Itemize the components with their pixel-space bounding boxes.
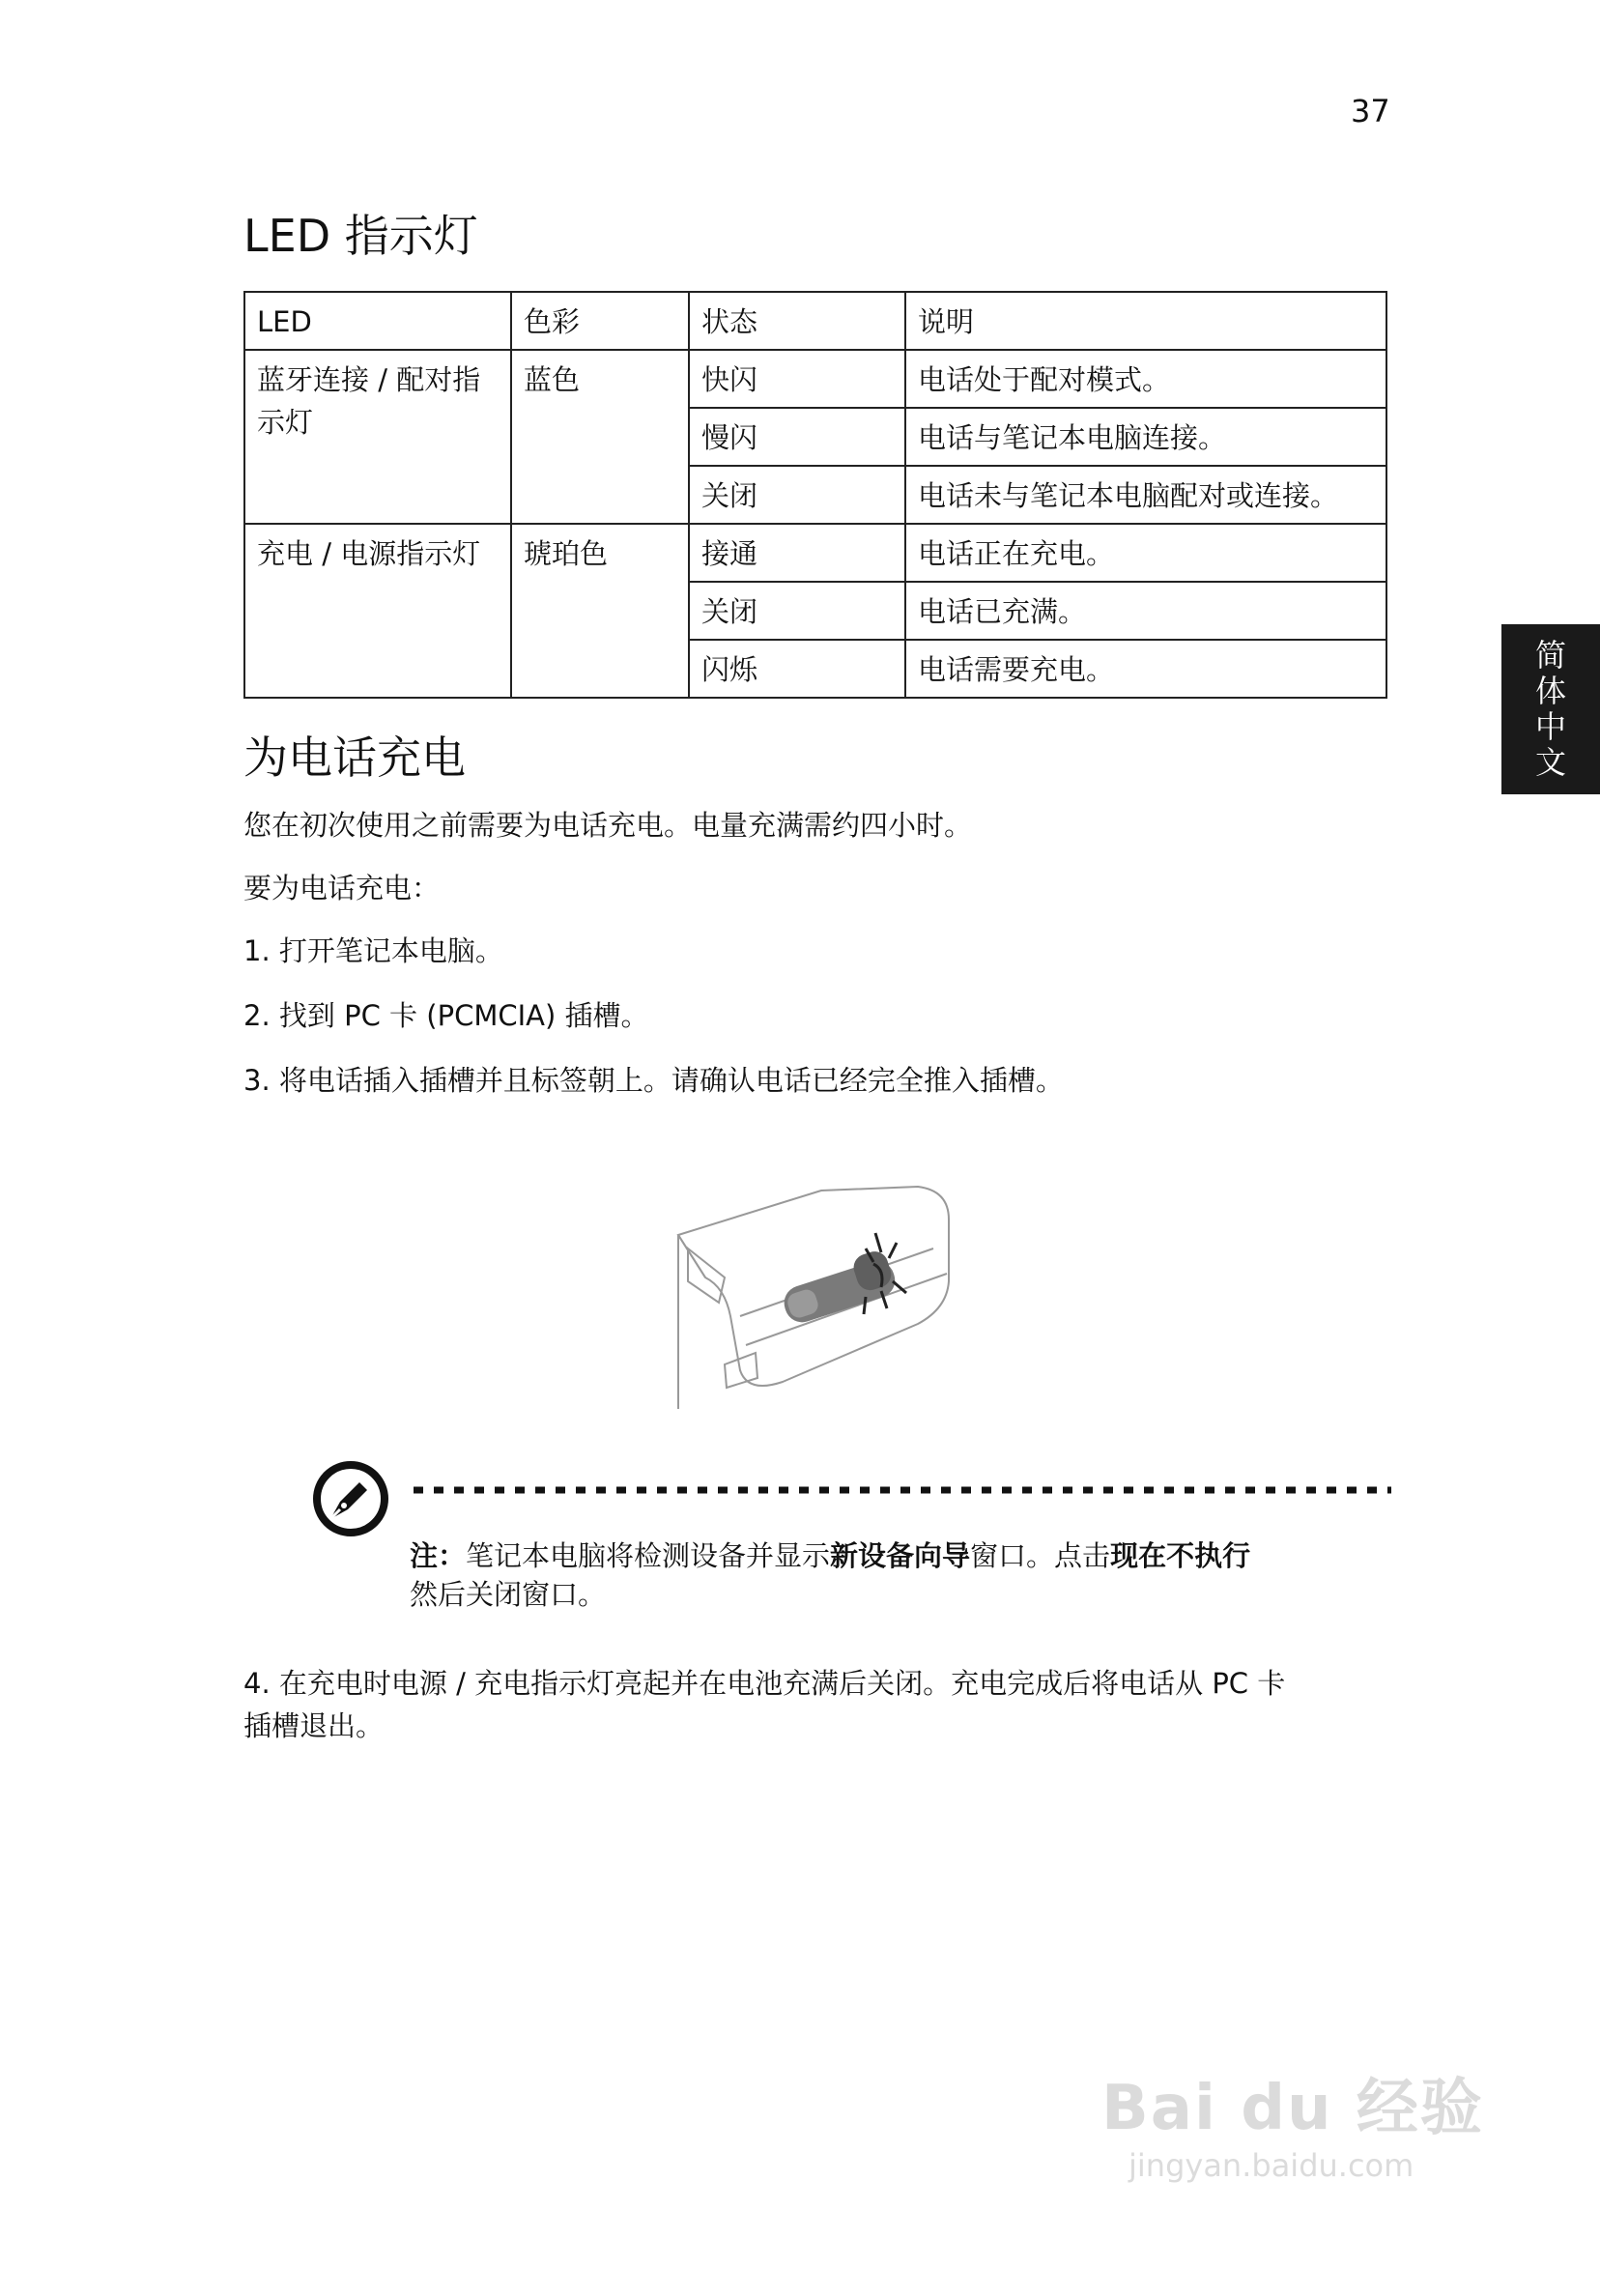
language-tab-char: 文 bbox=[1534, 744, 1566, 781]
page-number: 37 bbox=[1351, 93, 1390, 129]
step-2: 2. 找到 PC 卡 (PCMCIA) 插槽。 bbox=[243, 999, 649, 1032]
led-state-cell: 关闭 bbox=[689, 466, 905, 524]
led-description-cell: 电话需要充电。 bbox=[905, 640, 1386, 698]
table-header-row bbox=[244, 292, 1386, 350]
table-row bbox=[244, 350, 1386, 408]
led-state-cell: 关闭 bbox=[689, 582, 905, 640]
header-cell-state: 状态 bbox=[689, 292, 905, 350]
table-row bbox=[244, 524, 1386, 582]
led-state-cell: 快闪 bbox=[689, 350, 905, 408]
note-pen-icon bbox=[311, 1459, 390, 1538]
note-text bbox=[410, 1536, 1250, 1614]
led-table bbox=[243, 291, 1387, 699]
led-description-cell: 电话正在充电。 bbox=[905, 524, 1386, 582]
led-name-cell: 充电 / 电源指示灯 bbox=[244, 524, 511, 698]
header-cell-color: 色彩 bbox=[511, 292, 689, 350]
step-4-line-1: 4. 在充电时电源 / 充电指示灯亮起并在电池充满后关闭。充电完成后将电话从 PC 卡 bbox=[243, 1667, 1286, 1700]
phone-in-pc-card-slot-illustration bbox=[667, 1181, 966, 1413]
led-state-cell: 接通 bbox=[689, 524, 905, 582]
note-text-part: 然后关闭窗口。 bbox=[410, 1578, 607, 1611]
charge-section-heading: 为电话充电 bbox=[243, 732, 466, 784]
note-bold-not-now: 现在不执行 bbox=[1110, 1539, 1251, 1572]
charge-lead: 要为电话充电： bbox=[243, 872, 441, 904]
led-state-cell: 闪烁 bbox=[689, 640, 905, 698]
note-divider bbox=[414, 1486, 1391, 1494]
watermark-logo-text: Bai du 经验 bbox=[1101, 2073, 1484, 2144]
language-tab-char: 中 bbox=[1534, 708, 1566, 745]
led-description-cell: 电话未与笔记本电脑配对或连接。 bbox=[905, 466, 1386, 524]
led-name-cell: 蓝牙连接 / 配对指示灯 bbox=[244, 350, 511, 524]
led-state-cell: 慢闪 bbox=[689, 408, 905, 466]
header-cell-led: LED bbox=[244, 292, 511, 350]
baidu-watermark bbox=[1101, 2058, 1484, 2184]
step-4-line-2: 插槽退出。 bbox=[243, 1709, 385, 1742]
led-section-heading: LED 指示灯 bbox=[243, 210, 478, 262]
header-cell-description: 说明 bbox=[905, 292, 1386, 350]
language-tab-char: 简 bbox=[1534, 637, 1566, 674]
watermark-url: jingyan.baidu.com bbox=[1129, 2147, 1414, 2184]
charge-intro: 您在初次使用之前需要为电话充电。电量充满需约四小时。 bbox=[243, 809, 973, 842]
note-text-part: 窗口。点击 bbox=[970, 1539, 1111, 1572]
step-1: 1. 打开笔记本电脑。 bbox=[243, 934, 503, 967]
led-description-cell: 电话处于配对模式。 bbox=[905, 350, 1386, 408]
language-tab bbox=[1501, 624, 1600, 794]
note-text-part: 笔记本电脑将检测设备并显示 bbox=[466, 1539, 831, 1572]
step-3: 3. 将电话插入插槽并且标签朝上。请确认电话已经完全推入插槽。 bbox=[243, 1064, 1064, 1097]
led-description-cell: 电话与笔记本电脑连接。 bbox=[905, 408, 1386, 466]
led-color-cell: 蓝色 bbox=[511, 350, 689, 524]
note-label: 注： bbox=[410, 1539, 467, 1572]
led-description-cell: 电话已充满。 bbox=[905, 582, 1386, 640]
language-tab-char: 体 bbox=[1534, 673, 1566, 709]
note-bold-new-device-wizard: 新设备向导 bbox=[830, 1539, 971, 1572]
led-color-cell: 琥珀色 bbox=[511, 524, 689, 698]
